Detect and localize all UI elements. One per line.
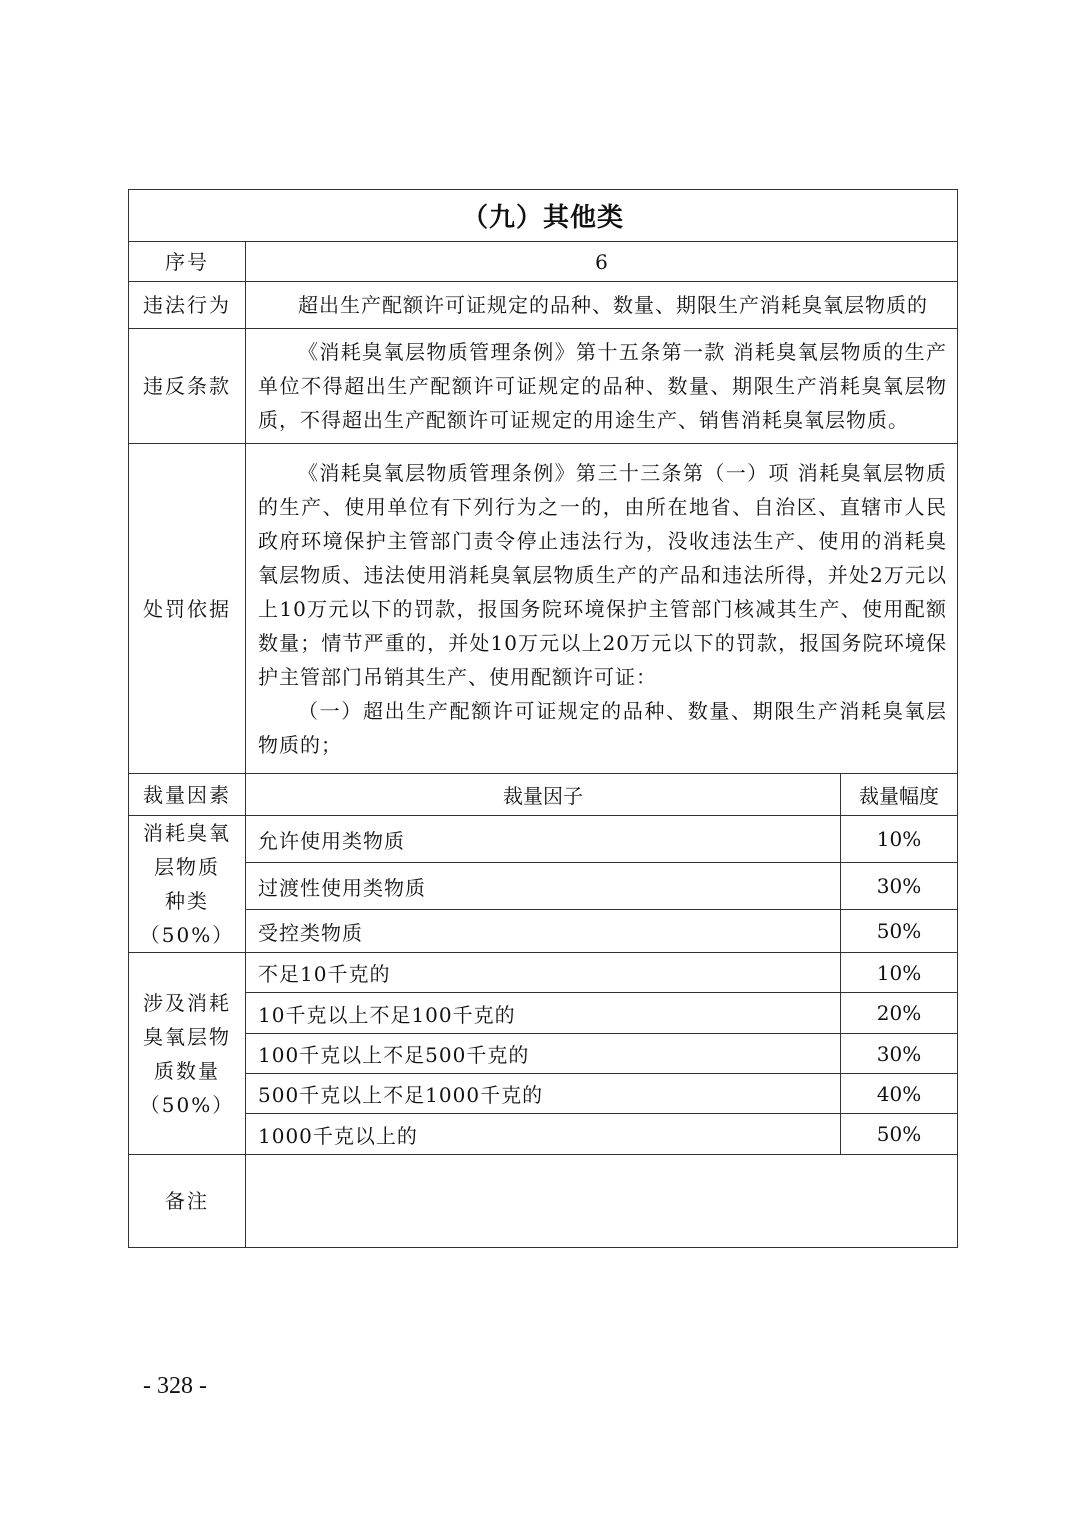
penalty-table (128, 189, 958, 1248)
group1-range: 10% (841, 816, 958, 863)
group1-label-line: 消耗臭氧 (143, 821, 231, 845)
basis-paragraph-2: （一）超出生产配额许可证规定的品种、数量、期限生产消耗臭氧层物质的； (258, 698, 948, 757)
basis-label: 处罚依据 (129, 444, 246, 774)
group2-factor: 1000千克以上的 (246, 1114, 841, 1155)
serial-value: 6 (246, 242, 958, 282)
remark-value (246, 1155, 958, 1248)
clause-label: 违反条款 (129, 329, 246, 444)
clause-text: 《消耗臭氧层物质管理条例》第十五条第一款 消耗臭氧层物质的生产单位不得超出生产配额许可证规定的品种、数量、期限生产消耗臭氧层物质，不得超出生产配额许可证规定的用途生产、销售消耗臭氧层物质。 (258, 340, 948, 432)
group2-factor: 500千克以上不足1000千克的 (246, 1074, 841, 1114)
group2-range: 10% (841, 953, 958, 993)
group2-label-line: 质数量 (154, 1058, 220, 1083)
page-number: - 328 - (143, 1373, 207, 1399)
group2-label-line: （50%） (139, 1092, 235, 1117)
behavior-value (246, 282, 958, 329)
discretion-item-header: 裁量因子 (246, 774, 841, 816)
remark-label: 备注 (129, 1155, 246, 1248)
discretion-factor-header: 裁量因素 (129, 774, 246, 816)
group1-label-line: 种类 (165, 889, 209, 913)
group2-label (129, 953, 246, 1155)
group1-factor: 过渡性使用类物质 (246, 863, 841, 910)
group1-factor: 允许使用类物质 (246, 816, 841, 863)
group2-range: 30% (841, 1034, 958, 1074)
group2-factor: 10千克以上不足100千克的 (246, 993, 841, 1034)
discretion-range-header: 裁量幅度 (841, 774, 958, 816)
group2-range: 50% (841, 1114, 958, 1155)
group1-range: 50% (841, 910, 958, 953)
basis-paragraph-1: 《消耗臭氧层物质管理条例》第三十三条第（一）项 消耗臭氧层物质的生产、使用单位有下列行为之一的，由所在地省、自治区、直辖市人民政府环境保护主管部门责令停止违法行为，没收违法生产、使用的消耗臭氧层物质、违法使用消耗臭氧层物质生产的产品和违法所得，并处2万元以上10万元以下的罚款，报国务院环境保护主管部门核减其生产、使用配额数量；情节严重的，并处10万元以上20万元以下的罚款，报国务院环境保护主管部门吊销其生产、使用配额许可证： (258, 460, 948, 689)
group2-range: 20% (841, 993, 958, 1034)
clause-value (246, 329, 958, 444)
behavior-label: 违法行为 (129, 282, 246, 329)
behavior-text: 超出生产配额许可证规定的品种、数量、期限生产消耗臭氧层物质的 (298, 293, 928, 317)
group2-factor: 不足10千克的 (246, 953, 841, 993)
group2-range: 40% (841, 1074, 958, 1114)
basis-value (246, 444, 958, 774)
group2-factor: 100千克以上不足500千克的 (246, 1034, 841, 1074)
group1-range: 30% (841, 863, 958, 910)
group1-label-line: （50%） (139, 923, 235, 947)
group2-label-line: 臭氧层物 (143, 1024, 231, 1049)
group1-label-line: 层物质 (154, 855, 220, 879)
group2-label-line: 涉及消耗 (143, 990, 231, 1015)
group1-factor: 受控类物质 (246, 910, 841, 953)
group1-label (129, 816, 246, 953)
serial-label: 序号 (129, 242, 246, 282)
section-title: （九）其他类 (129, 190, 958, 242)
